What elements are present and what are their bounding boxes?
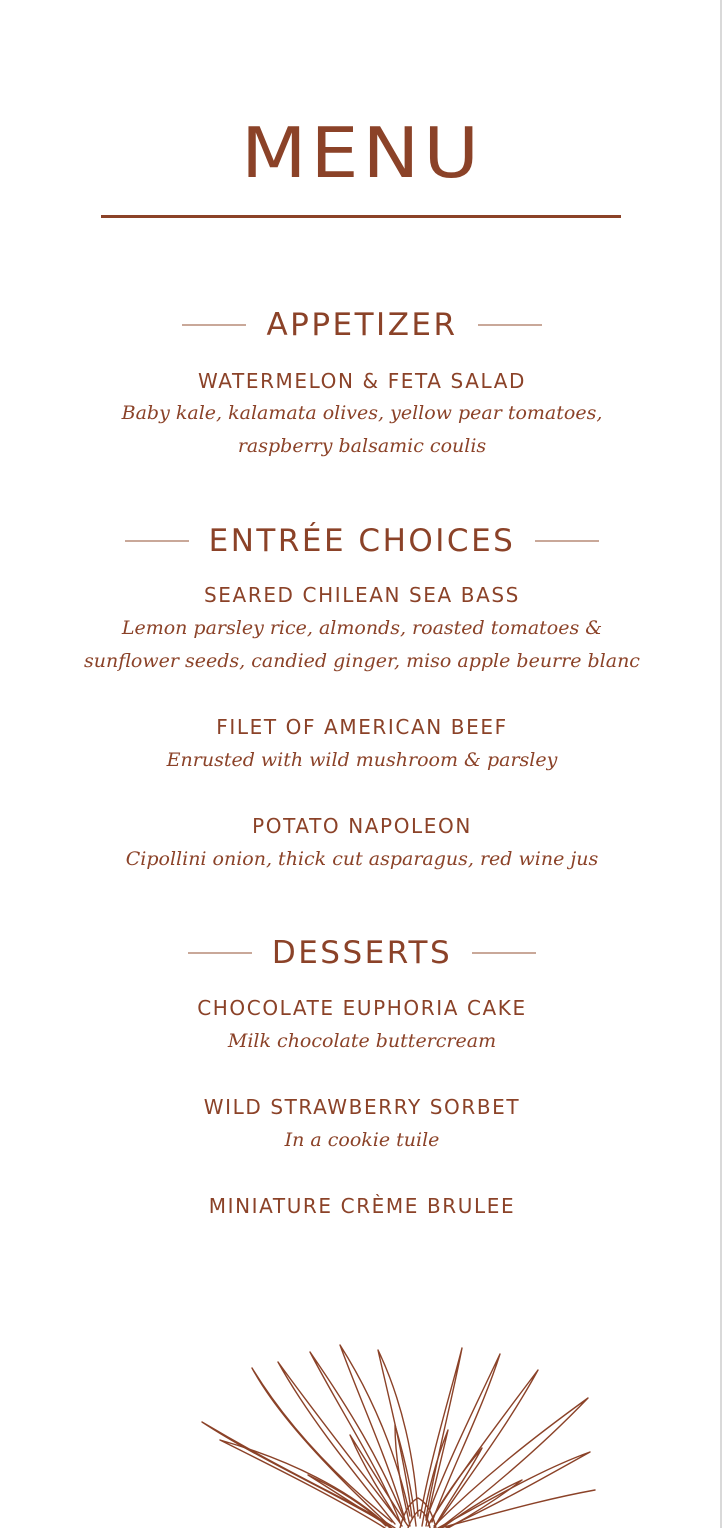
section-heading-label: DESSERTS xyxy=(271,935,453,971)
section-heading-label: ENTRÉE CHOICES xyxy=(208,523,516,559)
heading-rule-left xyxy=(188,952,252,954)
item-name: SEARED CHILEAN SEA BASS xyxy=(204,583,520,607)
section-heading-appetizer xyxy=(0,303,724,347)
item-description: Lemon parsley rice, almonds, roasted tomatoes & xyxy=(121,617,603,639)
section-heading-desserts xyxy=(0,931,724,975)
item-name: FILET OF AMERICAN BEEF xyxy=(216,715,508,739)
item-description: Enrusted with wild mushroom & parsley xyxy=(166,749,558,771)
heading-rule-left xyxy=(182,324,246,326)
item-name: POTATO NAPOLEON xyxy=(252,814,472,838)
heading-rule-right xyxy=(535,540,599,542)
item-description: Baby kale, kalamata olives, yellow pear tomatoes, xyxy=(121,402,603,424)
item-description: sunflower seeds, candied ginger, miso apple beurre blanc xyxy=(84,650,640,672)
heading-rule-left xyxy=(125,540,189,542)
menu-title: MENU xyxy=(240,111,484,194)
item-name: MINIATURE CRÈME BRULEE xyxy=(208,1194,516,1218)
item-description: Milk chocolate buttercream xyxy=(227,1030,497,1052)
item-description: Cipollini onion, thick cut asparagus, red wine jus xyxy=(125,848,599,870)
item-description: raspberry balsamic coulis xyxy=(237,435,487,457)
heading-rule-right xyxy=(472,952,536,954)
section-heading-label: APPETIZER xyxy=(266,307,458,343)
item-description: In a cookie tuile xyxy=(284,1129,440,1151)
heading-rule-right xyxy=(478,324,542,326)
protea-flower-icon xyxy=(190,1340,600,1528)
title-divider xyxy=(101,215,621,218)
item-name: CHOCOLATE EUPHORIA CAKE xyxy=(197,996,527,1020)
item-name: WILD STRAWBERRY SORBET xyxy=(203,1095,521,1119)
page-edge xyxy=(720,0,722,1528)
section-heading-entree-choices xyxy=(0,519,724,563)
item-name: WATERMELON & FETA SALAD xyxy=(198,369,526,393)
